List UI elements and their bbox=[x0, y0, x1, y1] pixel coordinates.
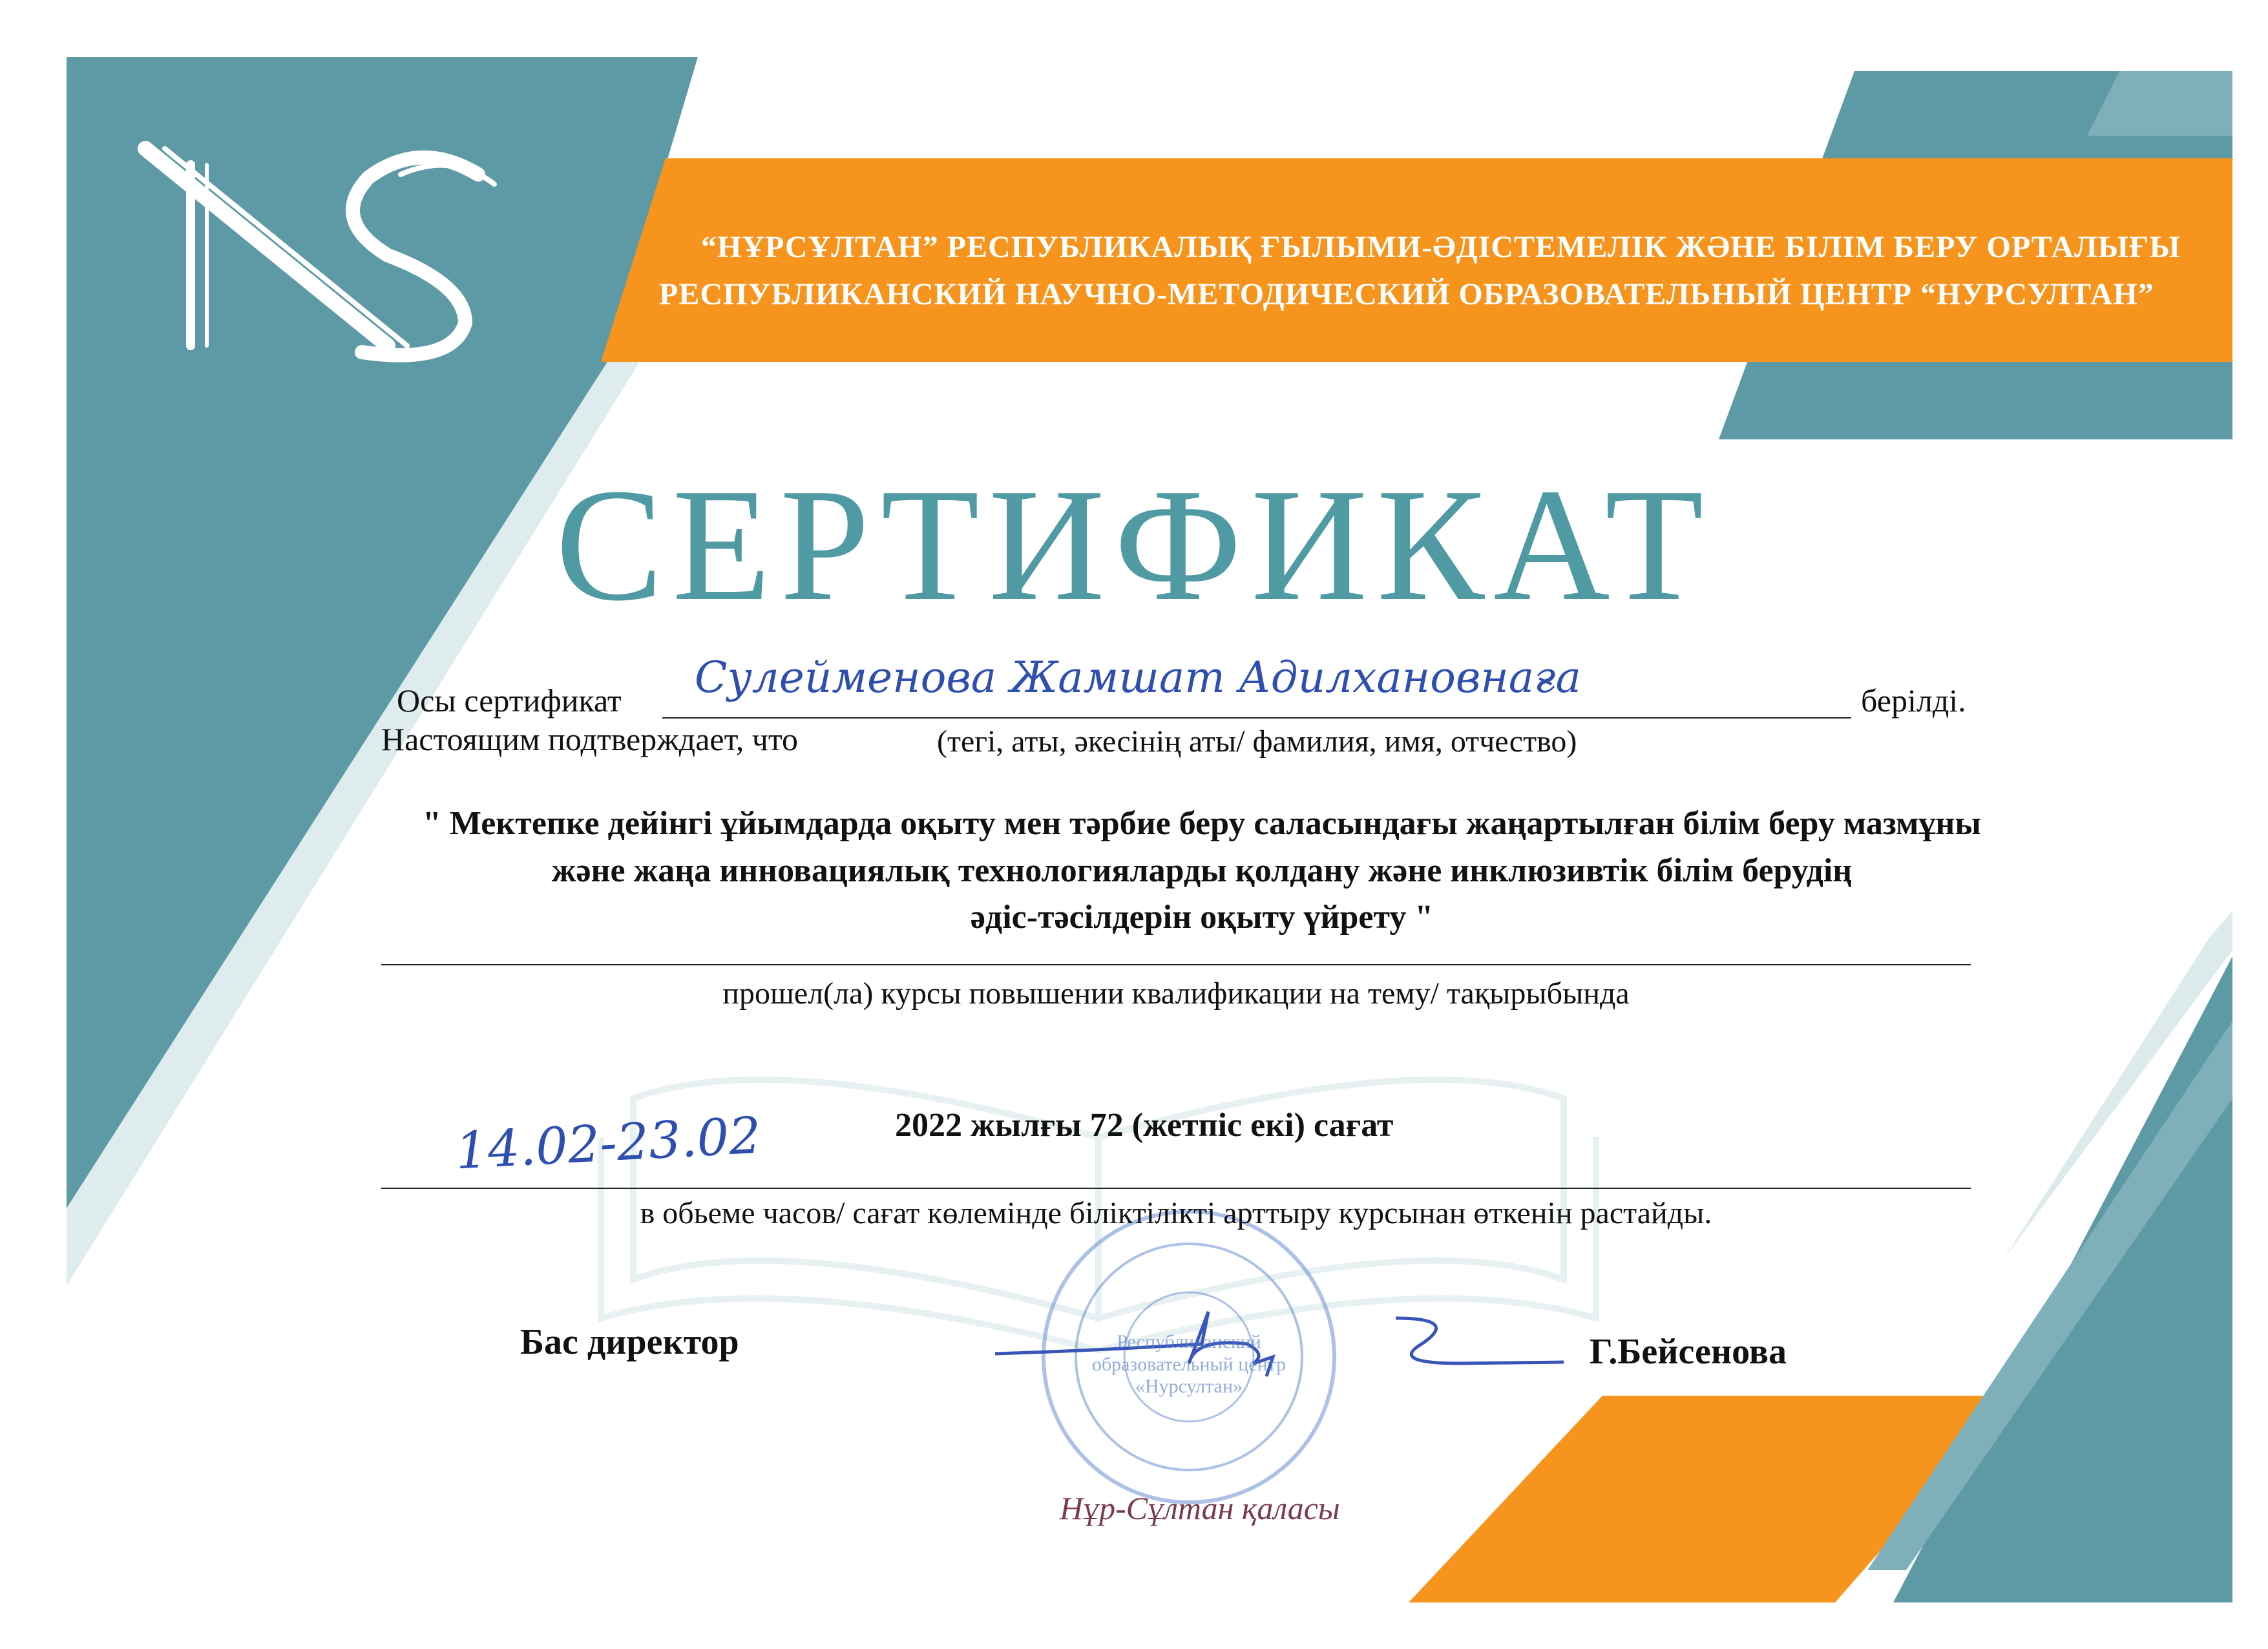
recipient-suffix-kz: берілді. bbox=[1861, 682, 1966, 719]
recipient-name-underline bbox=[662, 717, 1851, 719]
recipient-prefix-kz: Осы сертификат bbox=[397, 682, 622, 719]
course-title-line-2: және жаңа инновациялық технологияларды қолдану және инклюзивтік білім берудің bbox=[551, 852, 1853, 889]
hours-caption: в обьеме часов/ сағат көлемінде біліктілікті арттыру курсынан өткенін растайды. bbox=[640, 1196, 1712, 1230]
signer-role: Бас директор bbox=[520, 1322, 739, 1362]
course-underline bbox=[381, 964, 1971, 965]
recipient-name: Сулейменова Жамшат Адилхановнаға bbox=[695, 653, 1581, 702]
header-line-ru: РЕСПУБЛИКАНСКИЙ НАУЧНО-МЕТОДИЧЕСКИЙ ОБРАЗОВАТЕЛЬНЫЙ ЦЕНТР “НУРСУЛТАН” bbox=[659, 277, 2154, 311]
certificate-title: СЕРТИФИКАТ bbox=[555, 456, 1713, 635]
hours-underline bbox=[381, 1188, 1971, 1189]
course-caption: прошел(ла) курсы повышении квалификации на тему/ тақырыбында bbox=[722, 976, 1630, 1011]
city-name: Нұр-Сұлтан қаласы bbox=[1060, 1490, 1340, 1526]
signer-name: Г.Бейсенова bbox=[1590, 1332, 1787, 1372]
stamp-text: Республиканский образовательный центр «Нурсултан» bbox=[1091, 1331, 1286, 1397]
recipient-prefix-ru: Настоящим подтверждает, что bbox=[381, 721, 799, 757]
hours-text: 2022 жылғы 72 (жетпіс екі) сағат bbox=[895, 1107, 1394, 1144]
header-line-kz: “НҰРСҰЛТАН” РЕСПУБЛИКАЛЫҚ ҒЫЛЫМИ-ӘДІСТЕМЕЛІК ЖӘНЕ БІЛІМ БЕРУ ОРТАЛЫҒЫ bbox=[701, 230, 2181, 264]
recipient-caption: (тегі, аты, әкесінің аты/ фамилия, имя, отчество) bbox=[937, 724, 1577, 759]
course-title-line-1: " Мектепке дейінгі ұйымдарда оқыту мен тәрбие беру саласындағы жаңартылған білім беру мазмұны bbox=[423, 805, 1981, 842]
course-title-line-3: әдіс-тәсілдерін оқыту үйрету " bbox=[970, 899, 1434, 936]
course-dates: 14.02-23.02 bbox=[454, 1106, 762, 1181]
